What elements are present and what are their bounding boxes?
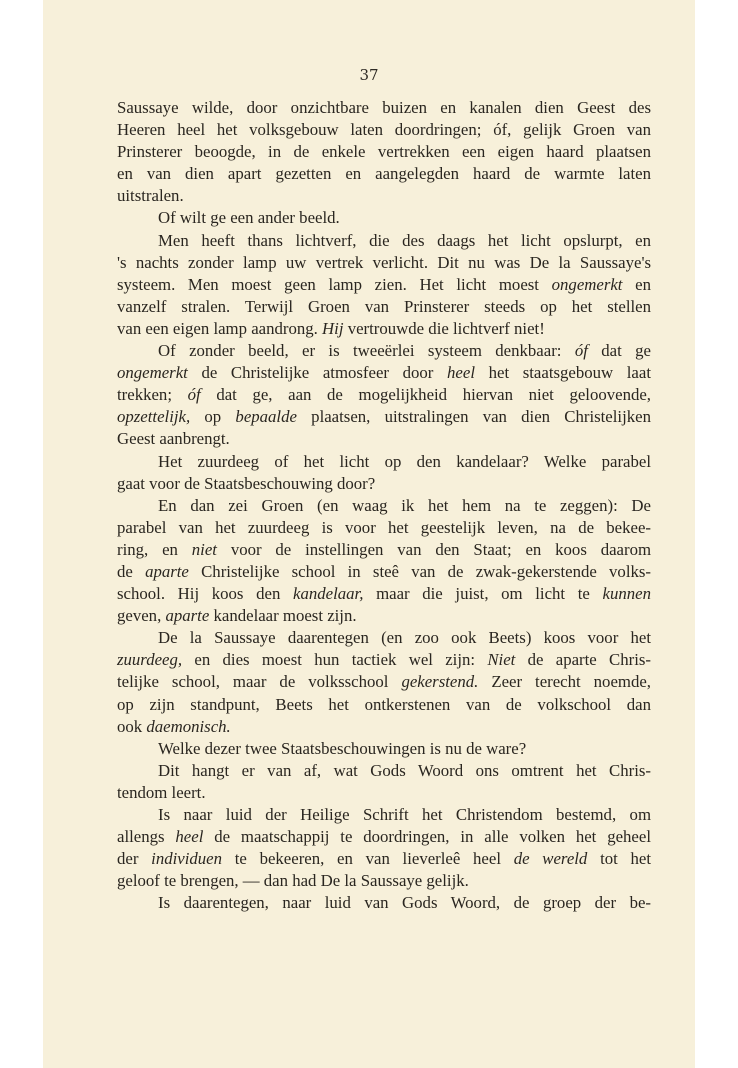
text-line: op zijn standpunt, Beets het ontkerstenen van de volkschool dan [117, 694, 651, 714]
text-line: ongemerkt de Christelijke atmosfeer door heel het staatsgebouw laat [117, 363, 651, 383]
text-line: van een eigen lamp aandrong. Hij vertrouwde die lichtverf niet! [117, 318, 545, 338]
text-line: allengs heel de maatschappij te doordringen, in alle volken het geheel [117, 827, 651, 847]
text-line: opzettelijk, op bepaalde plaatsen, uitstralingen van dien Christelijken [117, 407, 651, 427]
text-line: Is naar luid der Heilige Schrift het Christendom bestemd, om [158, 805, 651, 824]
text-line: Geest aanbrengt. [117, 429, 230, 449]
text-line: vanzelf stralen. Terwijl Groen van Prinsterer steeds op het stellen [117, 296, 651, 316]
text-line: de aparte Christelijke school in steê van de zwak-gekerstende volks- [117, 561, 651, 581]
text-line: Prinsterer beoogde, in de enkele vertrekken een eigen haard plaatsen [117, 142, 651, 162]
text-line: En dan zei Groen (en waag ik het hem na te zeggen): De [158, 495, 651, 515]
page-number: 37 [359, 66, 379, 84]
text-line: De la Saussaye daarentegen (en zoo ook Beets) koos voor het [158, 628, 651, 648]
text-line: Dit hangt er van af, wat Gods Woord ons omtrent het Chris- [158, 760, 651, 780]
text-line: 's nachts zonder lamp uw vertrek verlicht. Dit nu was De la Saussaye's [117, 252, 651, 272]
text-line: der individuen te bekeeren, en van lieverleê heel de wereld tot het [117, 849, 651, 869]
text-line: gaat voor de Staatsbeschouwing door? [117, 473, 376, 493]
text-line: school. Hij koos den kandelaar, maar die juist, om licht te kunnen [117, 584, 651, 604]
text-line: parabel van het zuurdeeg is voor het geestelijk leven, na de bekee- [117, 517, 651, 537]
text-line: Saussaye wilde, door onzichtbare buizen en kanalen dien Geest des [117, 98, 651, 117]
text-line: geven, aparte kandelaar moest zijn. [117, 606, 357, 626]
text-line: Men heeft thans lichtverf, die des daags het licht opslurpt, en [158, 230, 651, 250]
text-line: systeem. Men moest geen lamp zien. Het licht moest ongemerkt en [117, 274, 651, 294]
book-page [43, 0, 695, 1068]
text-line: tendom leert. [117, 782, 206, 802]
text-line: Is daarentegen, naar luid van Gods Woord, de groep der be- [158, 893, 651, 913]
text-line: telijke school, maar de volksschool gekerstend. Zeer terecht noemde, [117, 672, 651, 692]
text-line: ook daemonisch. [117, 716, 231, 736]
text-line: geloof te brengen, — dan had De la Saussaye gelijk. [117, 871, 469, 891]
body-text [117, 97, 651, 914]
text-line: trekken; óf dat ge, aan de mogelijkheid hiervan niet geloovende, [117, 385, 651, 405]
text-line: ring, en niet voor de instellingen van den Staat; en koos daarom [117, 539, 652, 559]
text-line: Of zonder beeld, er is tweeërlei systeem denkbaar: óf dat ge [158, 341, 651, 361]
text-line: Het zuurdeeg of het licht op den kandelaar? Welke parabel [158, 451, 651, 471]
text-line: Heeren heel het volksgebouw laten doordringen; óf, gelijk Groen van [117, 120, 651, 140]
text-line: zuurdeeg, en dies moest hun tactiek wel zijn: Niet de aparte Chris- [117, 650, 651, 670]
text-line: uitstralen. [117, 186, 184, 206]
text-line: en van dien apart gezetten en aangelegden haard de warmte laten [117, 164, 651, 184]
text-line: Welke dezer twee Staatsbeschouwingen is nu de ware? [158, 738, 527, 758]
text-line: Of wilt ge een ander beeld. [158, 208, 340, 228]
